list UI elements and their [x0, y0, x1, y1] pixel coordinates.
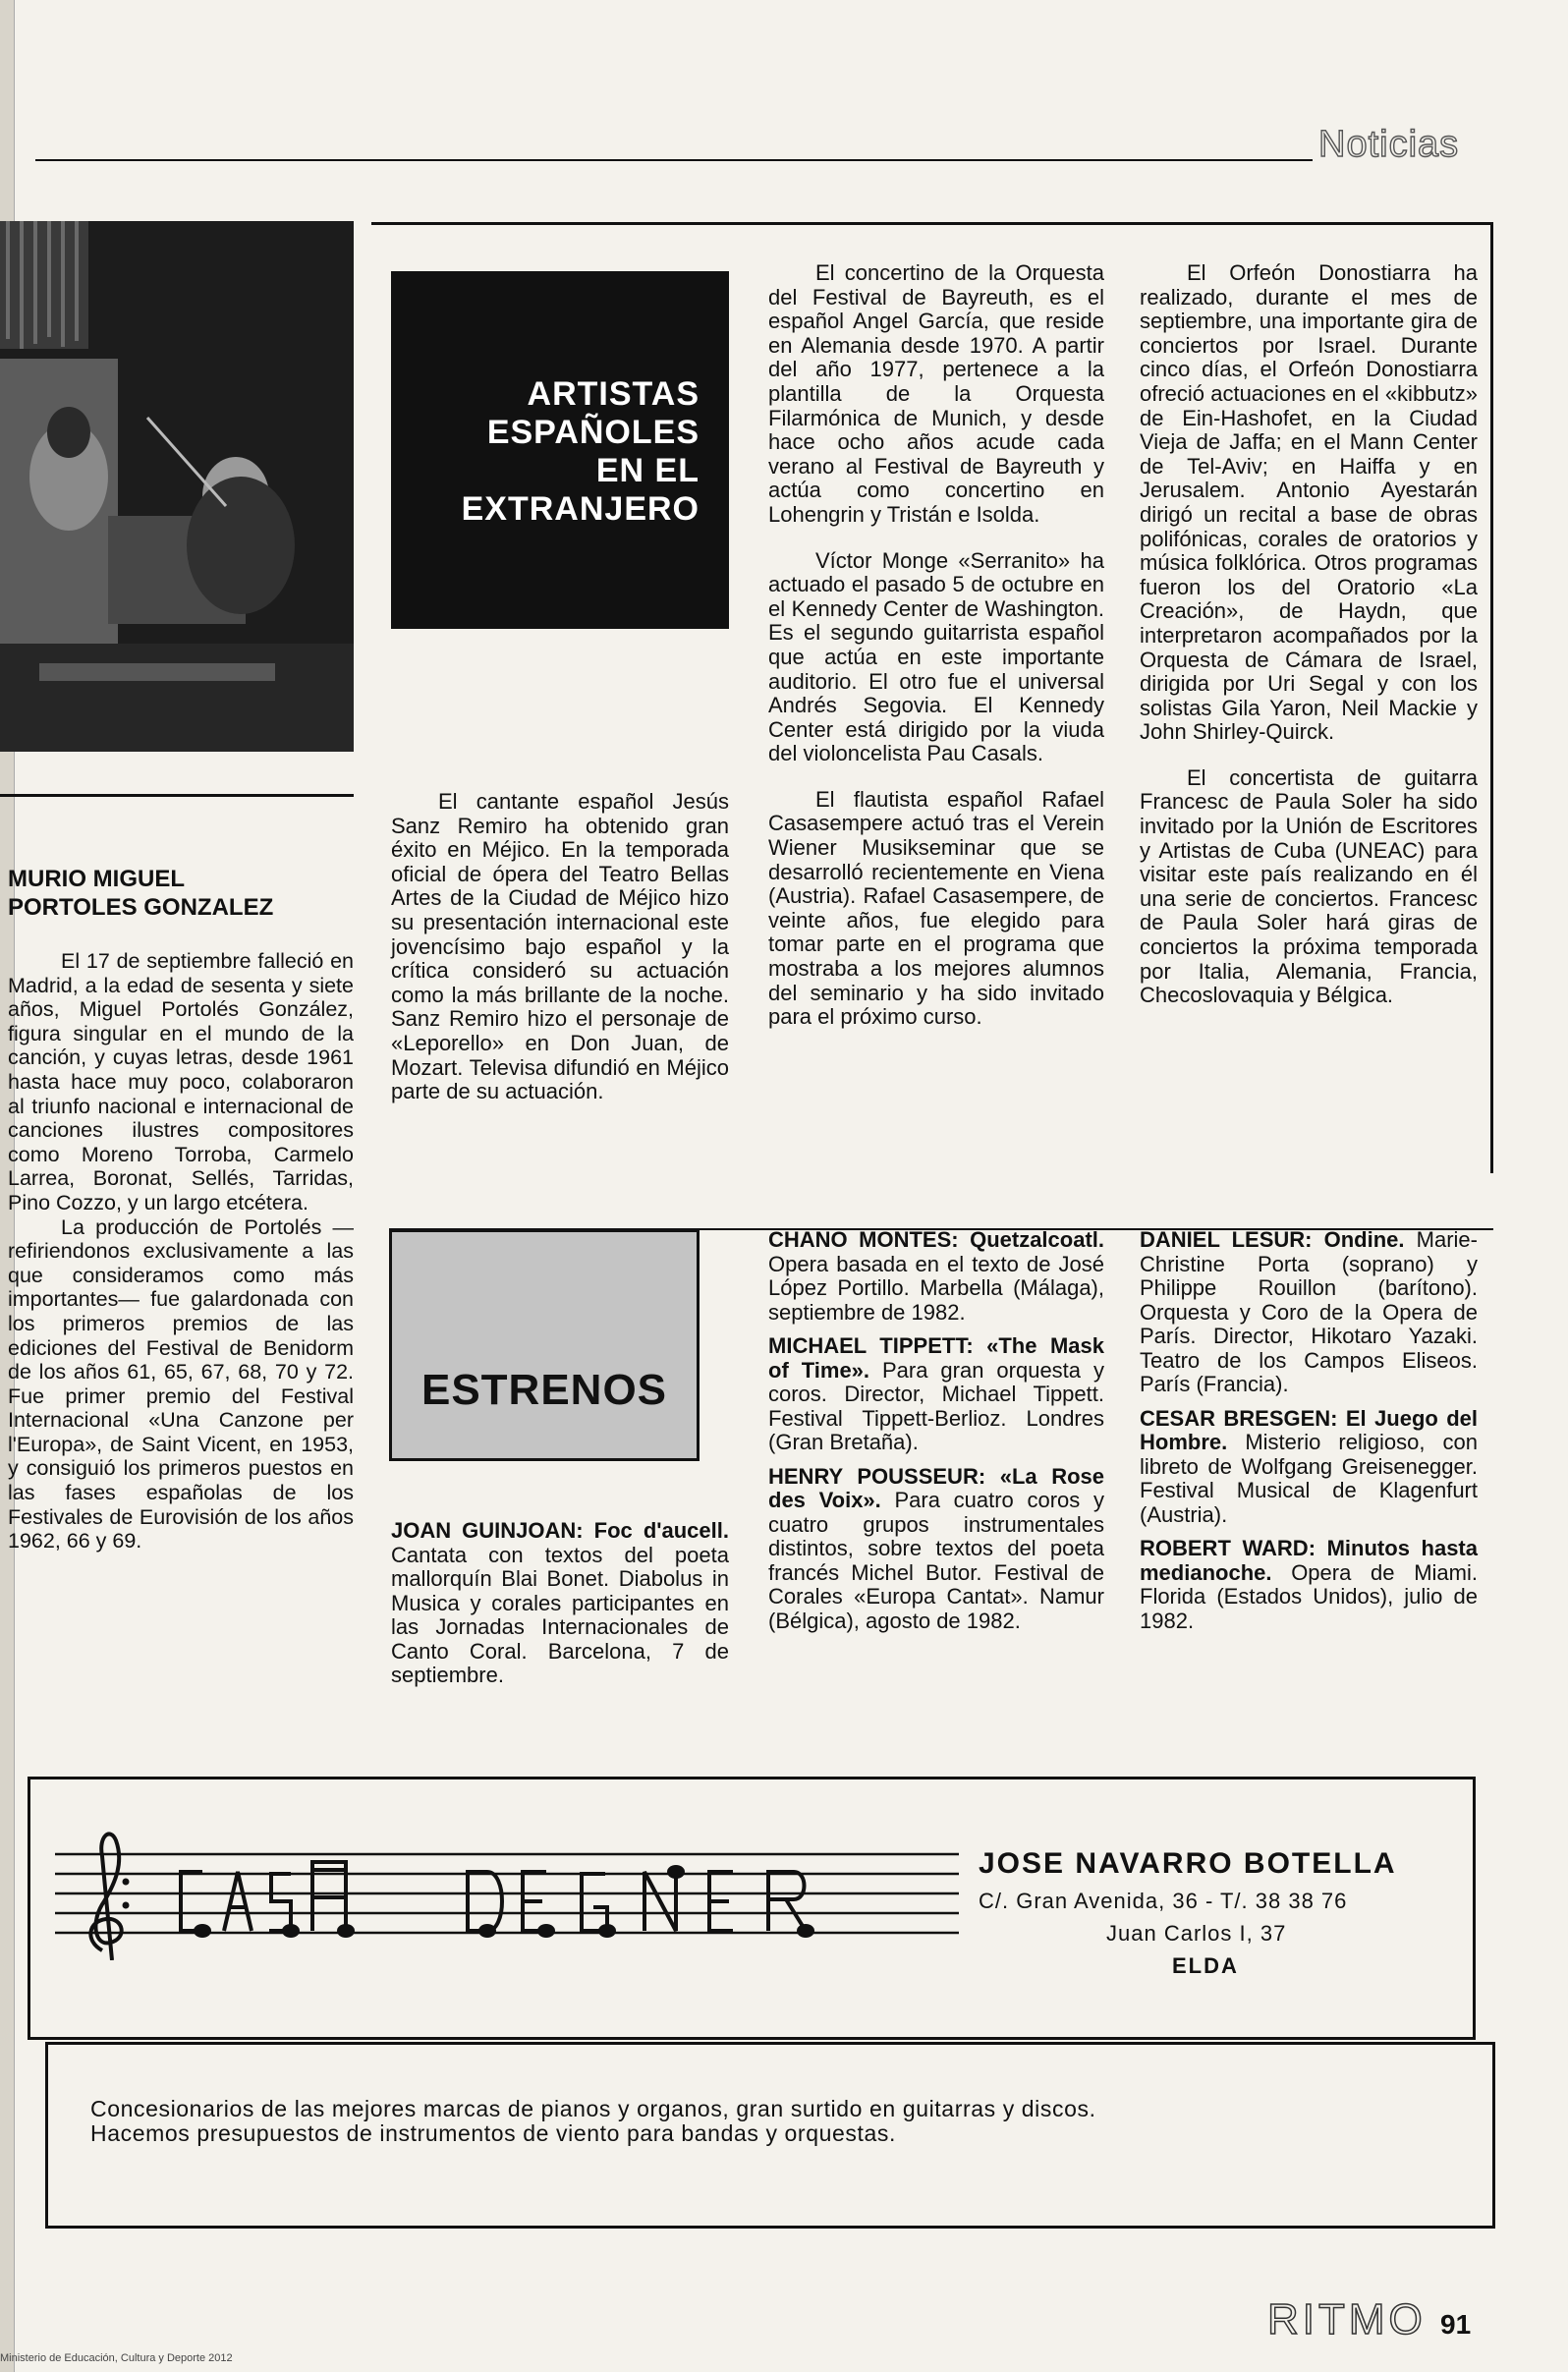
shop-name: JOSE NAVARRO BOTELLA	[979, 1847, 1397, 1880]
estrenos-column-3	[1140, 1228, 1478, 1643]
premiere-entry	[1140, 1228, 1478, 1397]
advert-description: Concesionarios de las mejores marcas de pianos y organos, gran surtido en guitarras y discos. Hacemos presupuestos de instrumentos de viento para bandas y orquestas.	[90, 2096, 1096, 2146]
premiere-entry	[768, 1334, 1104, 1455]
premiere-text: Para cuatro coros y cuatro grupos instrumentales distintos, sobre textos del poeta francés Michel Butor. Festival de Corales «Europa Cantat». Namur (Bélgica), agosto de 1982.	[768, 1488, 1104, 1633]
obituary-paragraph: La producción de Portolés —refiriendonos exclusivamente a las que consideramos como más importantes— fue galardonada con los primeros premios de las ediciones del Festival de Benidorm de los años 61, 65, 67, 68, 70 y 72. Fue primer premio del Festival Internacional «Una Canzone per l'Europa», de Saint Vicent, en 1953, y consiguió los primeros puestos en las fases españolas de los Festivales de Eurovisión de los años 1962, 66 y 69.	[8, 1214, 354, 1553]
magazine-name: RITMO	[1267, 2295, 1427, 2344]
concert-photo-image	[0, 221, 354, 752]
obituary-title: MURIO MIGUEL PORTOLES GONZALEZ	[8, 866, 274, 921]
premiere-head: MICHAEL TIPPETT: «The Mask of Time».	[768, 1333, 1104, 1383]
concert-photo	[0, 221, 354, 752]
premiere-text: Marie-Christine Porta (soprano) y Philippe Rouillon (barítono). Orquesta y Coro de la Opera de París. Director, Hikotaro Yazaki. Teatro de los Campos Eliseos. París (Francia).	[1140, 1227, 1478, 1396]
obituary-paragraph: El 17 de septiembre falleció en Madrid, a la edad de sesenta y siete años, Miguel Portolés González, figura singular en el mundo de la canción, y cuyas letras, desde 1961 hasta hace muy poco, colaboraron al triunfo nacional e internacional de canciones ilustres compositores como Moreno Torroba, Carmelo Larrea, Boronat, Sellés, Tarridas, Pino Cozzo, y un largo etcétera.	[8, 949, 354, 1214]
premiere-text: Cantata con textos del poeta mallorquín Blai Bonet. Diabolus in Musica y corales participantes en las Jornadas Internacionales de Canto Coral. Barcelona, 7 de septiembre.	[391, 1542, 729, 1687]
shop-address: C/. Gran Avenida, 36 - T/. 38 38 76	[979, 1889, 1348, 1913]
article-paragraph: El cantante español Jesús Sanz Remiro ha obtenido gran éxito en Méjico. En la temporada oficial de ópera del Teatro Bellas Artes de la Ciudad de Méjico hizo su presentación internacional este jovencísimo bajo español y la crítica consideró su actuación como la más brillante de la noche. Sanz Remiro hizo el personaje de «Leporello» en Don Juan, de Mozart. Televisa difundió en Méjico parte de su actuación.	[391, 789, 729, 1104]
premiere-text: Para gran orquesta y coros. Director, Michael Tippett. Festival Tippett-Berlioz. Londres (Gran Bretaña).	[768, 1357, 1104, 1454]
premiere-head: CESAR BRESGEN: El Juego del Hombre.	[1140, 1405, 1478, 1454]
header-rule	[35, 159, 1313, 161]
section-label: Noticias	[1318, 124, 1460, 165]
shop-city: ELDA	[1172, 1953, 1239, 1978]
premiere-head: DANIEL LESUR: Ondine.	[1140, 1227, 1405, 1252]
premiere-text: Opera basada en el texto de José López Portillo. Marbella (Málaga), septiembre de 1982.	[768, 1251, 1104, 1325]
premiere-head: HENRY POUSSEUR: «La Rose des Voix».	[768, 1463, 1104, 1512]
premiere-text: Misterio religioso, con libreto de Wolfgang Greisenegger. Festival Musical de Klagenfurt (Austria).	[1140, 1430, 1478, 1527]
estrenos-column-1	[391, 1519, 729, 1698]
premiere-text: Opera de Miami. Florida (Estados Unidos), julio de 1982.	[1140, 1559, 1478, 1633]
premiere-head: ROBERT WARD: Minutos hasta medianoche.	[1140, 1536, 1478, 1585]
article-paragraph: Víctor Monge «Serranito» ha actuado el pasado 5 de octubre en el Kennedy Center de Washington. Es el segundo guitarrista español que actúa en este importante auditorio. El otro fue el universal Andrés Segovia. El Kennedy Center está dirigido por la viuda del violoncelista Pau Casals.	[768, 547, 1104, 766]
estrenos-column-2	[768, 1228, 1104, 1643]
artistas-column-2	[768, 261, 1104, 1051]
music-staff-logo-icon	[55, 1813, 998, 1960]
archive-credit: Ministerio de Educación, Cultura y Deporte 2012	[0, 2352, 233, 2364]
estrenos-heading: ESTRENOS	[420, 1366, 668, 1414]
article-paragraph: El concertino de la Orquesta del Festival de Bayreuth, es el español Angel García, que reside en Alemania desde 1970. A partir del año 1977, pertenece a la plantilla de la Orquesta Filarmónica de Munich, y desde hace ocho años acude cada verano al Festival de Bayreuth y actúa como concertino en Lohengrin y Tristán e Isolda.	[768, 260, 1104, 527]
premiere-entry	[1140, 1537, 1478, 1633]
premiere-entry	[768, 1228, 1104, 1325]
artistas-heading: ARTISTAS ESPAÑOLES EN EL EXTRANJERO	[461, 375, 700, 528]
estrenos-heading-box	[389, 1229, 700, 1461]
artistas-column-1	[391, 790, 729, 1126]
premiere-entry	[768, 1465, 1104, 1634]
page-number: 91	[1440, 2309, 1472, 2340]
premiere-head: CHANO MONTES: Quetzalcoatl.	[768, 1227, 1104, 1252]
article-paragraph: El flautista español Rafael Casasempere actuó tras el Verein Wiener Musikseminar que se desarrolló recientemente en Viena (Austria). Rafael Casasempere, de veinte años, fue elegido para tomar parte en el programa que mostraba a los mejores alumnos del seminario y ha sido invitado para el próximo curso.	[768, 786, 1104, 1030]
premiere-entry	[391, 1519, 729, 1688]
premiere-entry	[1140, 1407, 1478, 1528]
photo-caption-rule	[0, 794, 354, 797]
article-paragraph: El concertista de guitarra Francesc de Paula Soler ha sido invitado por la Unión de Escritores y Artistas de Cuba (UNEAC) para visitar este país realizando en él una serie de conciertos. Francesc de Paula Soler hará giras de conciertos la próxima temporada por Italia, Alemania, Francia, Checoslovaquia y Bélgica.	[1140, 764, 1478, 1008]
artistas-column-3	[1140, 261, 1478, 1030]
shop-address-secondary: Juan Carlos I, 37	[1106, 1921, 1287, 1946]
casa-degner-logo	[55, 1813, 998, 1960]
article-paragraph: El Orfeón Donostiarra ha realizado, durante el mes de septiembre, una importante gira de conciertos por Israel. Durante cinco días, el Orfeón Donostiarra ofreció actuaciones en el «kibbutz» de Ein-Hashofet, en la Ciudad Vieja de Jaffa; en el Mann Center de Tel-Aviv; en Haiffa y en Jerusalem. Antonio Ayestarán dirigó un recital a base de obras polifónicas, corales de oratorios y música folklórica. Otros programas fueron los del Oratorio «La Creación», de Haydn, que interpretaron acompañados por la Orquesta de Cámara de Israel, dirigida por Uri Segal y con los solistas Gila Yaron, Neil Mackie y John Shirley-Quirck.	[1140, 260, 1478, 745]
premiere-head: JOAN GUINJOAN: Foc d'aucell.	[391, 1518, 729, 1543]
obituary-body	[8, 949, 354, 1553]
